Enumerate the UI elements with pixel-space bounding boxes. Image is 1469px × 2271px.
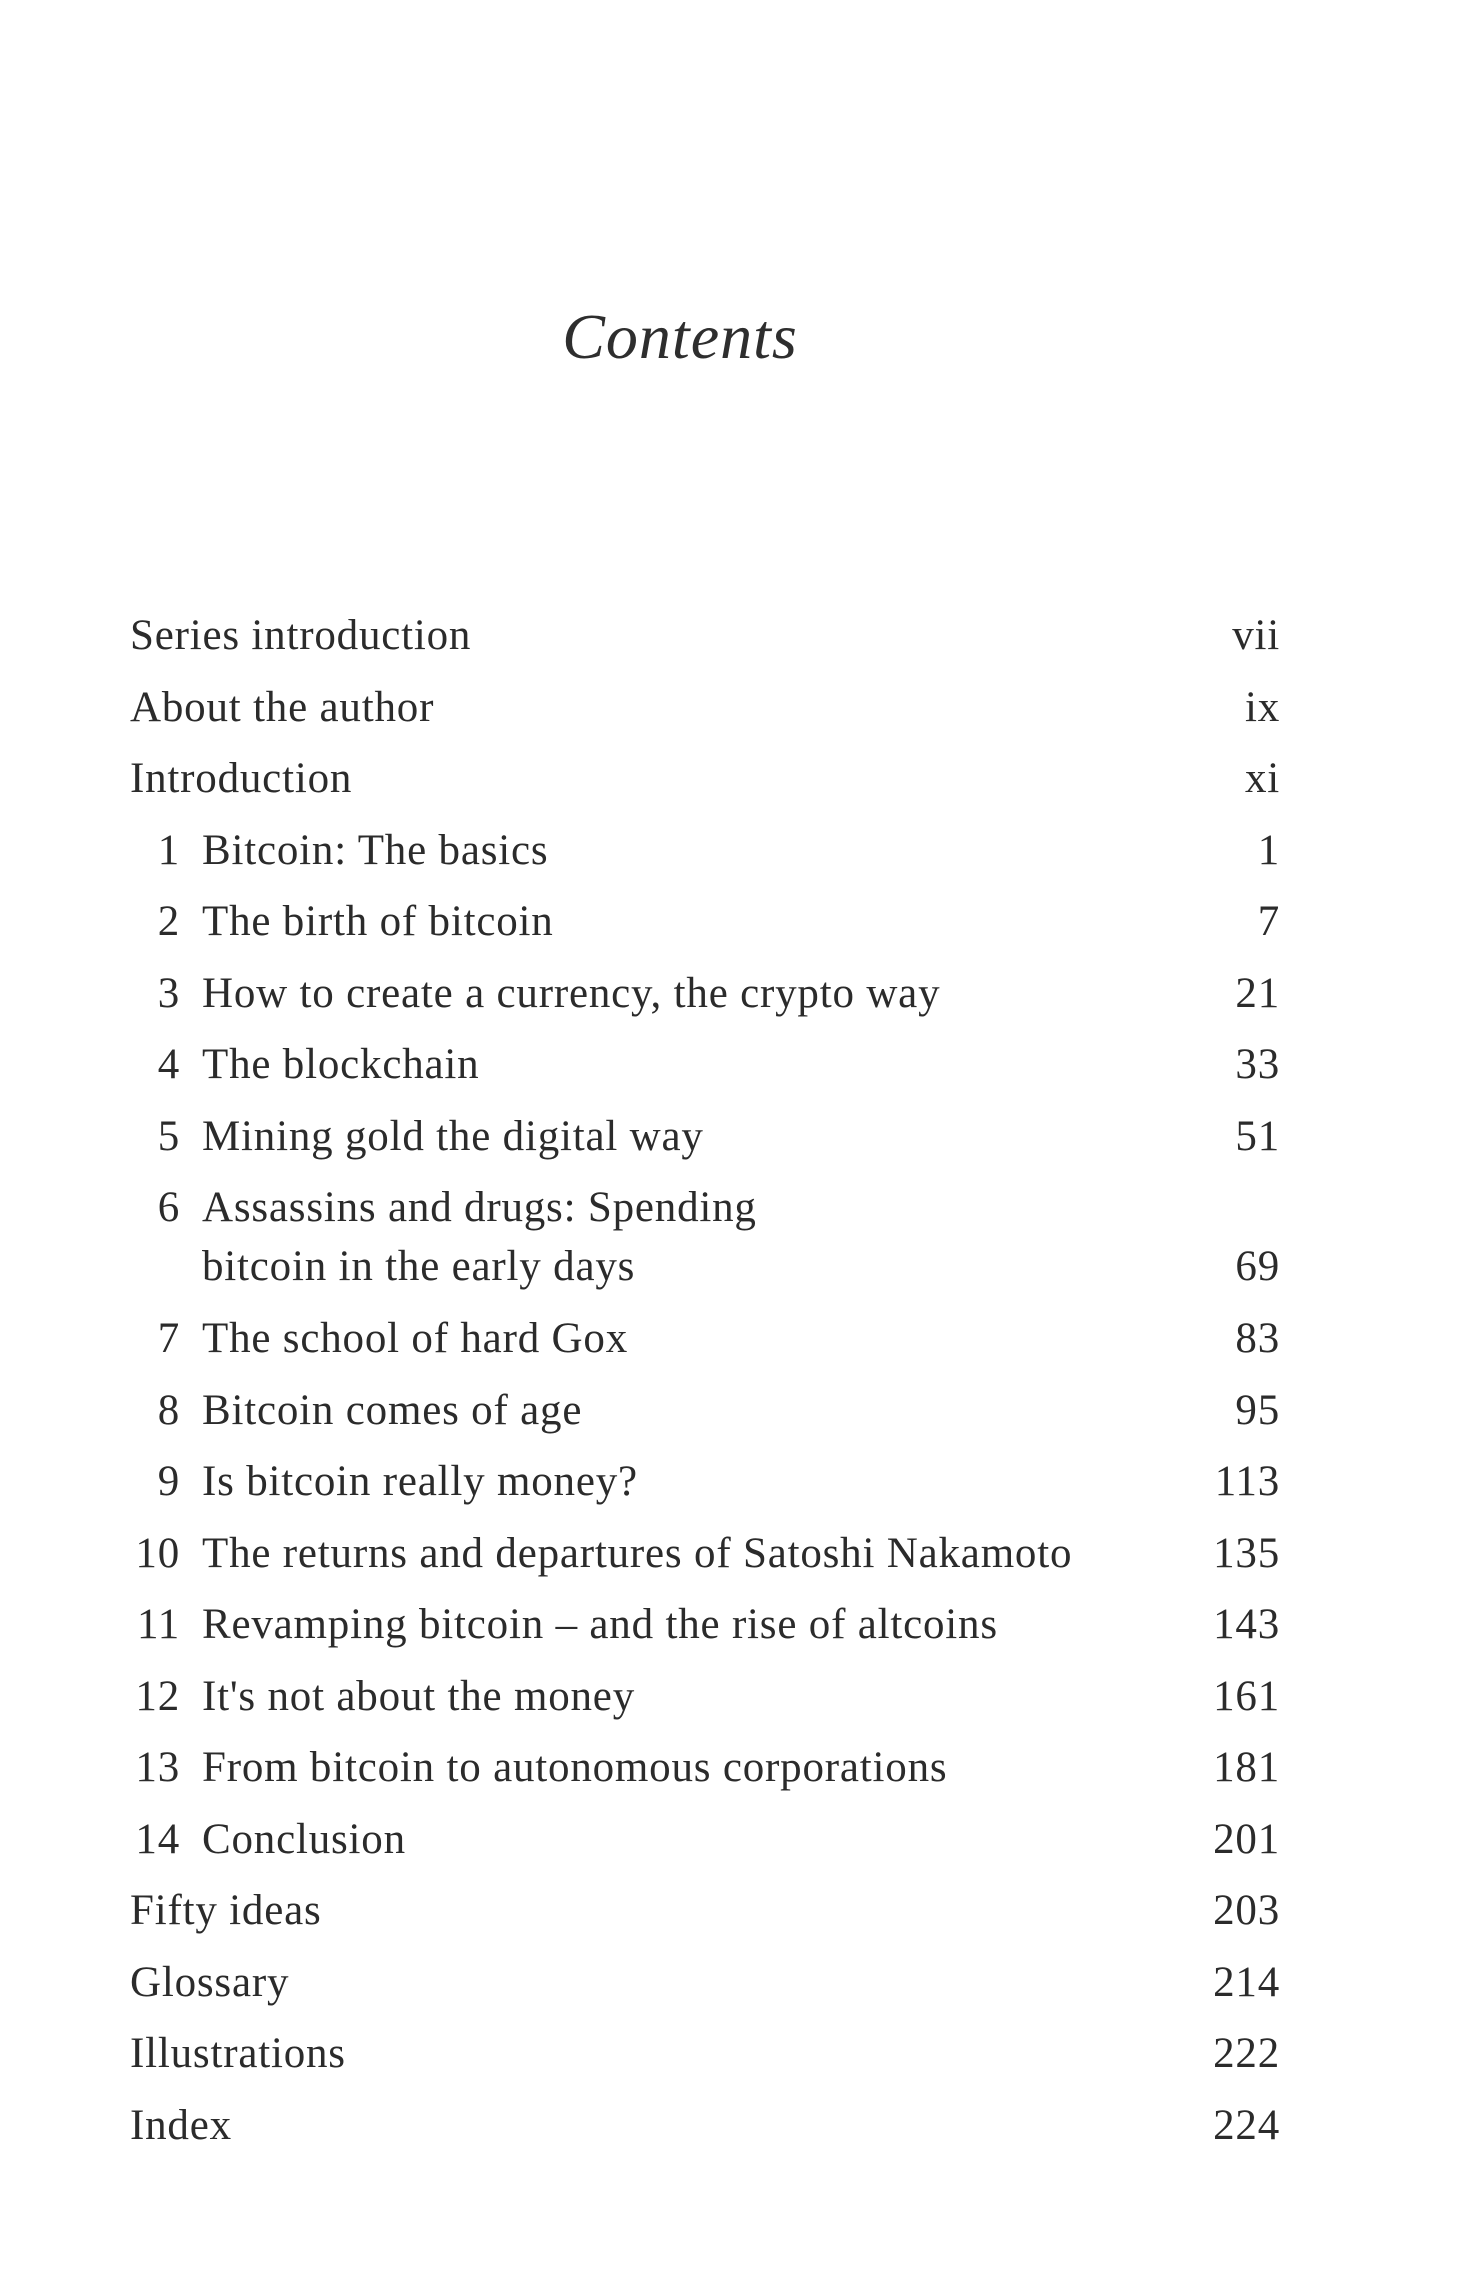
- entry-page: 201: [1213, 1815, 1280, 1863]
- toc-entry[interactable]: [130, 1029, 1280, 1101]
- chapter-number: 3: [157, 969, 180, 1017]
- entry-title: About the author: [130, 683, 435, 731]
- toc-entry[interactable]: [130, 1303, 1280, 1375]
- entry-page: 69: [1235, 1243, 1280, 1290]
- entry-page: 7: [1257, 898, 1280, 945]
- entry-title: Assassins and drugs: Spending bitcoin in the early days: [202, 1184, 757, 1290]
- entry-page: 143: [1213, 1601, 1280, 1648]
- entry-page: 181: [1213, 1744, 1280, 1791]
- toc-entry[interactable]: [130, 1875, 1280, 1947]
- entry-title: The birth of bitcoin: [202, 898, 554, 945]
- toc-entry[interactable]: [130, 1518, 1280, 1590]
- chapter-number: 4: [157, 1041, 180, 1088]
- entry-page: 83: [1235, 1315, 1280, 1362]
- toc-entry[interactable]: [130, 1947, 1280, 2019]
- chapter-number: 14: [135, 1815, 180, 1863]
- entry-title: Illustrations: [130, 2030, 346, 2077]
- entry-page: 224: [1213, 2101, 1280, 2149]
- entry-page: 21: [1235, 969, 1280, 1017]
- toc-entry[interactable]: [130, 2090, 1280, 2162]
- chapter-number: 5: [157, 1112, 180, 1160]
- entry-title: Index: [130, 2101, 232, 2149]
- entry-title: The blockchain: [202, 1041, 480, 1088]
- entry-title: Is bitcoin really money?: [202, 1458, 638, 1505]
- entry-page: 203: [1213, 1887, 1280, 1934]
- page-title: Contents: [562, 301, 798, 372]
- entry-title: It's not about the money: [202, 1672, 635, 1720]
- entry-title: The school of hard Gox: [202, 1315, 628, 1362]
- toc-entry[interactable]: [130, 2018, 1280, 2090]
- toc-entry[interactable]: [130, 600, 1280, 672]
- entry-title: Introduction: [130, 755, 353, 802]
- entry-title: Mining gold the digital way: [202, 1112, 704, 1160]
- entry-page: 1: [1257, 826, 1280, 874]
- entry-title: Fifty ideas: [130, 1887, 322, 1934]
- chapter-number: 6: [157, 1184, 180, 1231]
- toc-entry[interactable]: [130, 1589, 1280, 1661]
- entry-title: Conclusion: [202, 1815, 406, 1863]
- entry-title: Glossary: [130, 1958, 290, 2006]
- chapter-number: 12: [135, 1672, 180, 1720]
- toc-entry[interactable]: [130, 1804, 1280, 1876]
- entry-page: 51: [1235, 1112, 1280, 1160]
- toc-entry[interactable]: [130, 1375, 1280, 1447]
- entry-title: From bitcoin to autonomous corporations: [202, 1744, 948, 1791]
- entry-page: 161: [1213, 1672, 1280, 1720]
- entry-title: The returns and departures of Satoshi Nakamoto: [202, 1529, 1073, 1577]
- entry-title: Series introduction: [130, 612, 472, 659]
- entry-title: How to create a currency, the crypto way: [202, 969, 941, 1017]
- toc-entry[interactable]: [130, 815, 1280, 887]
- entry-title: Revamping bitcoin – and the rise of altcoins: [202, 1601, 998, 1648]
- table-of-contents: [130, 600, 1280, 2161]
- entry-title: Bitcoin comes of age: [202, 1386, 583, 1434]
- toc-entry[interactable]: [130, 1172, 1280, 1303]
- chapter-number: 1: [157, 826, 180, 874]
- toc-entry[interactable]: [130, 672, 1280, 744]
- chapter-number: 13: [135, 1744, 180, 1791]
- entry-title: Bitcoin: The basics: [202, 826, 549, 874]
- chapter-number: 8: [157, 1386, 180, 1434]
- entry-page: 113: [1214, 1458, 1280, 1505]
- entry-page: ix: [1244, 683, 1280, 731]
- toc-entry[interactable]: [130, 1732, 1280, 1804]
- toc-entry[interactable]: [130, 743, 1280, 815]
- toc-entry[interactable]: [130, 1661, 1280, 1733]
- toc-entry[interactable]: [130, 1101, 1280, 1173]
- entry-page: 33: [1235, 1041, 1280, 1088]
- toc-entry[interactable]: [130, 1446, 1280, 1518]
- chapter-number: 11: [136, 1601, 180, 1648]
- toc-entry[interactable]: [130, 958, 1280, 1030]
- entry-page: 135: [1213, 1529, 1280, 1577]
- chapter-number: 10: [135, 1529, 180, 1577]
- chapter-number: 2: [157, 898, 180, 945]
- entry-page: vii: [1232, 612, 1280, 659]
- entry-page: 222: [1213, 2030, 1280, 2077]
- entry-page: xi: [1244, 755, 1280, 802]
- chapter-number: 9: [157, 1458, 180, 1505]
- entry-page: 214: [1213, 1958, 1280, 2006]
- toc-entry[interactable]: [130, 886, 1280, 958]
- entry-page: 95: [1235, 1386, 1280, 1434]
- chapter-number: 7: [157, 1315, 180, 1362]
